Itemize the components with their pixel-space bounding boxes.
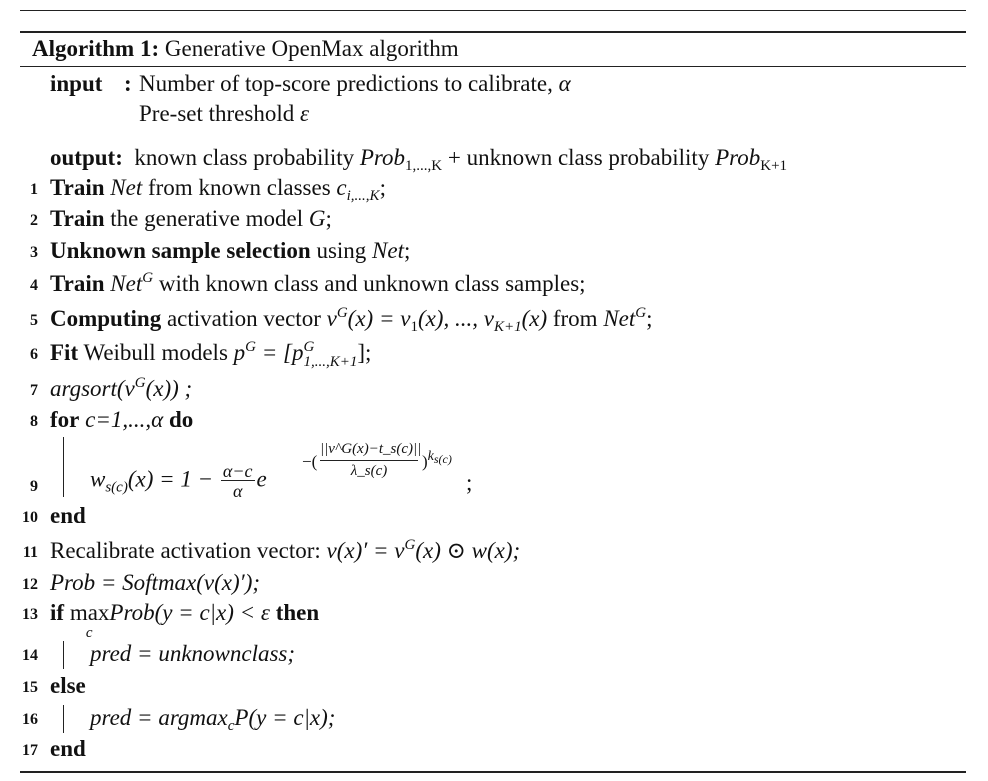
step-13: if max c Prob(y = c|x) < ε then	[50, 600, 320, 641]
exponent-prefix: −(	[302, 452, 318, 471]
step-14: pred = unknownclass;	[90, 641, 296, 666]
step-6: Fit Weibull models $p^G = [p$ G 1,...,K+1 ];	[50, 338, 372, 370]
output-keyword: output:	[50, 145, 123, 170]
if-branch-bar	[63, 641, 64, 669]
input-colon: :	[124, 71, 132, 96]
step-15: else	[50, 673, 86, 698]
step-4: Train Net$^G$ with known class and unknown class samples;	[50, 270, 586, 296]
line-number: 10	[22, 509, 38, 526]
line-number: 7	[30, 382, 38, 399]
line-number: 9	[30, 478, 38, 495]
caption-bottom-rule	[20, 66, 966, 67]
line-number: 6	[30, 346, 38, 363]
step-9: $w_{s(c)}(x) = 1$ − $\frac{\alpha-c}{\alpha}$ e	[90, 461, 267, 501]
step-2: Train the generative model G;	[50, 206, 332, 231]
step-12: Prob = Softmax(v(x)′);	[50, 570, 261, 595]
line-number: 16	[22, 711, 38, 728]
alpha-fraction: $\frac{\alpha-c}{\alpha}$	[222, 461, 253, 501]
step-5: Computing activation vector $v^G(x) = v_1(x)$, ..., $v_{K+1}(x)$ from Net$^G$;	[50, 305, 653, 335]
line-number: 3	[30, 244, 38, 261]
line-number: 11	[22, 544, 38, 561]
step-11: Recalibrate activation vector: $v(x)' = v^G(x)$ ⊙ w(x);	[50, 537, 521, 563]
exponent-fraction: ||v^G(x)−t_s(c)|| λ_s(c)	[320, 441, 422, 479]
line-number: 13	[22, 606, 38, 623]
line-number: 12	[22, 576, 38, 593]
line-number: 5	[30, 312, 38, 329]
step-1: Train Net from known classes $c_{i,...,K}$;	[50, 175, 386, 204]
step-8: for c=1,...,α do	[50, 407, 194, 432]
exponent-suffix: )$^{k_{s(c)}}$	[422, 449, 452, 471]
step-3: Unknown sample selection using Net;	[50, 238, 411, 263]
step-10: end	[50, 503, 86, 528]
line-number: 8	[30, 413, 38, 430]
line-number: 4	[30, 277, 38, 294]
input-text-2: Pre-set threshold ε	[139, 101, 310, 126]
algorithm-label: Algorithm 1:	[32, 36, 160, 61]
step-16: pred = argmax$_c$P(y = c|x);	[90, 705, 336, 734]
algorithm-caption	[32, 34, 459, 64]
step-7: $argsort(v^G(x))$ ;	[50, 375, 193, 401]
line-number: 2	[30, 212, 38, 229]
line-number: 14	[22, 647, 38, 664]
input-line-1	[50, 69, 102, 99]
input-text-1: Number of top-score predictions to calibrate, α	[139, 71, 571, 96]
caption-top-rule	[20, 31, 966, 33]
else-branch-bar	[63, 705, 64, 733]
bottom-rule	[20, 771, 966, 773]
step-9-end: ;	[466, 470, 473, 495]
top-rule	[20, 10, 966, 11]
line-number: 17	[22, 742, 38, 759]
input-keyword: input	[50, 71, 103, 96]
line-number: 1	[30, 181, 38, 198]
output-line: output: known class probability Prob$_{1,...,K}$ + unknown class probability Prob$_{K+1}$	[50, 145, 788, 174]
algorithm-title: Generative OpenMax algorithm	[164, 36, 459, 61]
line-number: 15	[22, 679, 38, 696]
for-loop-bar	[63, 437, 64, 497]
step-17: end	[50, 736, 86, 761]
